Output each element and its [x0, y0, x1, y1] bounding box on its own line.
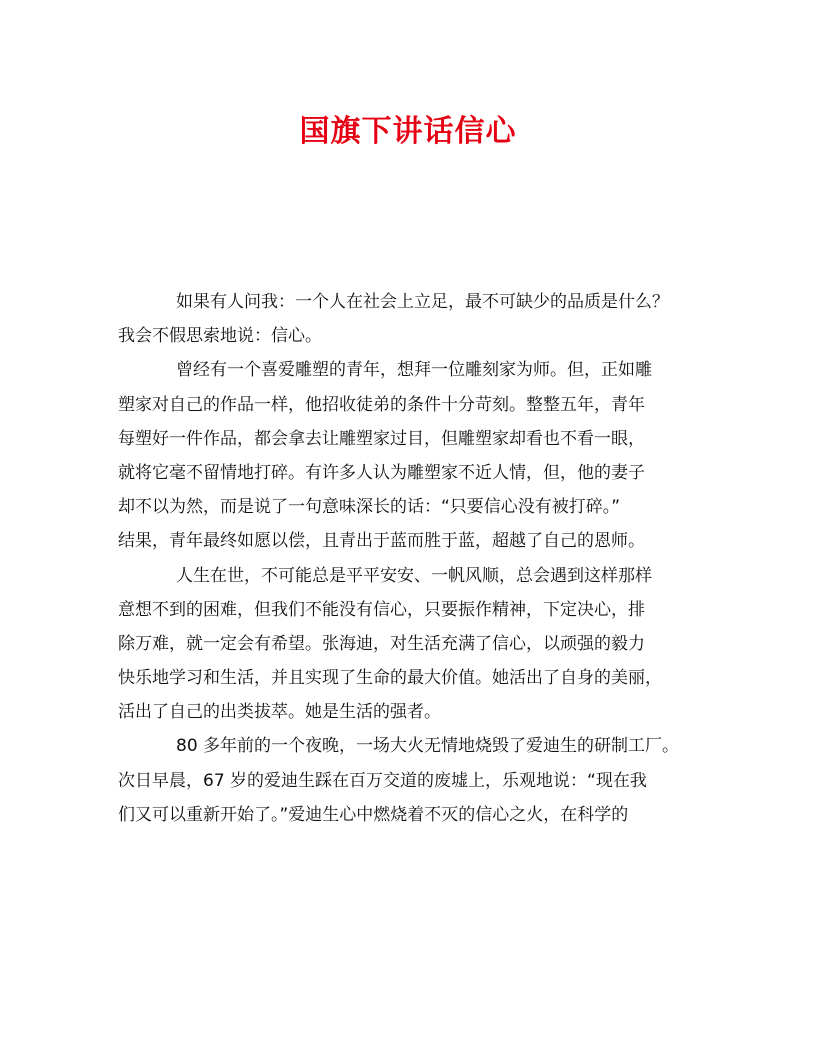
paragraph-line: 我会不假思索地说：信心。 — [118, 326, 322, 347]
paragraph-2 — [118, 353, 708, 558]
paragraph-line: 曾经有一个喜爱雕塑的青年，想拜一位雕刻家为师。但，正如雕 — [176, 360, 652, 381]
paragraph-1 — [118, 285, 708, 353]
paragraph-line: 塑家对自己的作品一样，他招收徒弟的条件十分苛刻。整整五年，青年 — [118, 394, 645, 415]
paragraph-line: 快乐地学习和生活，并且实现了生命的最大价值。她活出了自身的美丽， — [118, 668, 662, 689]
paragraph-4 — [118, 729, 708, 832]
document-body — [118, 285, 708, 832]
paragraph-line: 人生在世，不可能总是平平安安、一帆风顺，总会遇到这样那样 — [176, 565, 652, 586]
paragraph-line: 如果有人问我：一个人在社会上立足，最不可缺少的品质是什么？ — [176, 292, 669, 312]
paragraph-line: 们又可以重新开始了。”爱迪生心中燃烧着不灭的信心之火，在科学的 — [118, 804, 629, 825]
paragraph-line: 就将它毫不留情地打碎。有许多人认为雕塑家不近人情，但，他的妻子 — [118, 462, 645, 483]
paragraph-line: 活出了自己的出类拔萃。她是生活的强者。 — [118, 702, 441, 723]
paragraph-3 — [118, 559, 708, 730]
paragraph-line: 80 多年前的一个夜晚，一场大火无情地烧毁了爱迪生的研制工厂。 — [176, 736, 680, 757]
paragraph-line: 每塑好一件作品，都会拿去让雕塑家过目，但雕塑家却看也不看一眼， — [118, 428, 645, 449]
paragraph-line: 除万难，就一定会有希望。张海迪，对生活充满了信心，以顽强的毅力 — [118, 633, 645, 654]
document-title: 国旗下讲话信心 — [299, 114, 517, 149]
paragraph-line: 次日早晨，67 岁的爱迪生踩在百万交道的废墟上，乐观地说：“现在我 — [118, 770, 647, 791]
paragraph-line: 意想不到的困难，但我们不能没有信心，只要振作精神，下定决心，排 — [118, 599, 645, 620]
paragraph-line: 结果，青年最终如愿以偿，且青出于蓝而胜于蓝，超越了自己的恩师。 — [118, 531, 645, 552]
paragraph-line: 却不以为然，而是说了一句意味深长的话：“只要信心没有被打碎。” — [118, 497, 621, 518]
